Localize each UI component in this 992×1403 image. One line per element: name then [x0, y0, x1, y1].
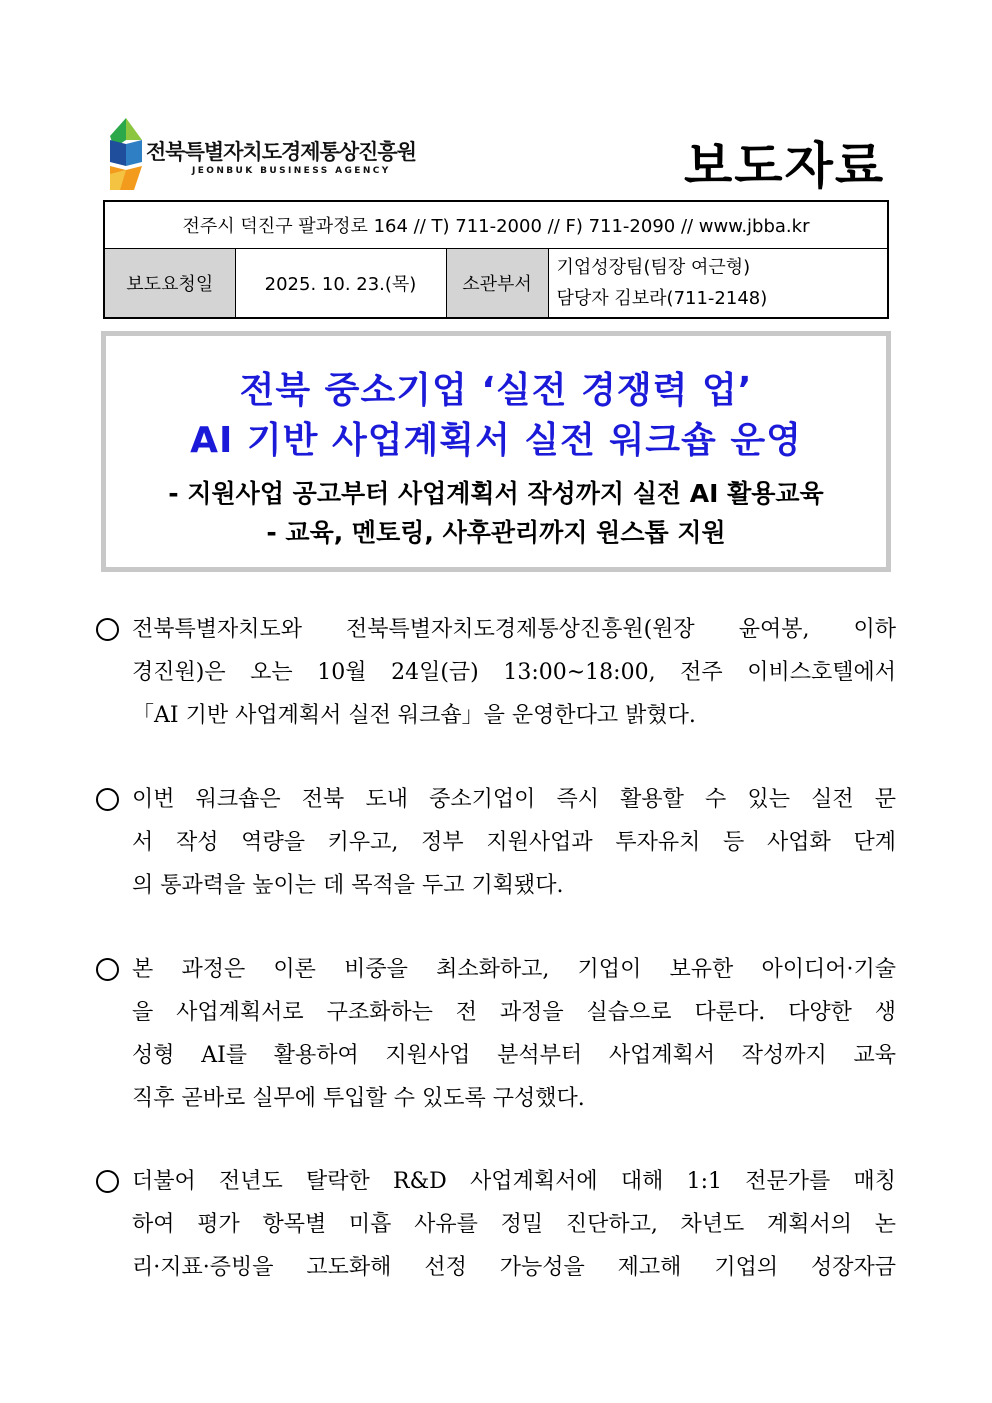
- paragraph-line: 의 통과력을 높이는 데 목적을 두고 기획됐다.: [132, 873, 564, 898]
- paragraph-line: 본 과정은 이론 비중을 최소화하고, 기업이 보유한 아이디어·기술: [132, 957, 896, 982]
- headline-box: [101, 331, 891, 572]
- agency-logo: [106, 118, 426, 193]
- circle-bullet-icon: [96, 778, 120, 821]
- paragraph-3: [96, 948, 896, 1120]
- paragraph-line: 이번 워크숍은 전북 도내 중소기업이 즉시 활용할 수 있는 실전 문: [132, 787, 896, 812]
- subheadline-2: - 교육, 멘토링, 사후관리까지 원스톱 지원: [266, 518, 726, 547]
- paragraph-4: [96, 1160, 896, 1289]
- circle-bullet-icon: [96, 608, 120, 651]
- paragraph-line: 하여 평가 항목별 미흡 사유를 정밀 진단하고, 차년도 계획서의 논: [132, 1212, 896, 1237]
- paragraph-line: 리·지표·증빙을 고도화해 선정 가능성을 제고해 기업의 성장자금: [132, 1255, 896, 1280]
- request-date: 2025. 10. 23.(목): [235, 248, 446, 318]
- request-date-label: 보도요청일: [104, 248, 235, 318]
- department-label: 소관부서: [446, 248, 548, 318]
- paragraph-line: 서 작성 역량을 키우고, 정부 지원사업과 투자유치 등 사업화 단계: [132, 830, 896, 855]
- subheadline-1: - 지원사업 공고부터 사업계획서 작성까지 실전 AI 활용교육: [168, 479, 824, 508]
- contact-line: 전주시 덕진구 팔과정로 164 // T) 711-2000 // F) 711-2090 // www.jbba.kr: [104, 201, 888, 248]
- circle-bullet-icon: [96, 1160, 120, 1203]
- release-info-table: [103, 200, 889, 319]
- paragraph-line: 「AI 기반 사업계획서 실전 워크숍」을 운영한다고 밝혔다.: [132, 703, 696, 728]
- paragraph-line: 을 사업계획서로 구조화하는 전 과정을 실습으로 다룬다. 다양한 생: [132, 1000, 896, 1025]
- headline-line-1: 전북 중소기업 ‘실전 경쟁력 업’: [239, 370, 753, 411]
- contact-person: 담당자 김보라(711-2148): [556, 287, 768, 309]
- headline-line-2: AI 기반 사업계획서 실전 워크숍 운영: [190, 420, 802, 461]
- department-name: 기업성장팀(팀장 여근형): [556, 256, 751, 278]
- paragraph-2: [96, 778, 896, 907]
- agency-name-english: JEONBUK BUSINESS AGENCY: [192, 166, 391, 176]
- circle-bullet-icon: [96, 948, 120, 991]
- paragraph-line: 전북특별자치도와 전북특별자치도경제통상진흥원(원장 윤여봉, 이하: [132, 617, 896, 642]
- agency-emblem-icon: [106, 118, 146, 193]
- department-cell: [548, 248, 888, 318]
- paragraph-line: 직후 곧바로 실무에 투입할 수 있도록 구성했다.: [132, 1086, 585, 1111]
- paragraph-1: [96, 608, 896, 737]
- paragraph-line: 더불어 전년도 탈락한 R&D 사업계획서에 대해 1:1 전문가를 매칭: [132, 1169, 896, 1194]
- press-release-title: 보도자료: [684, 137, 886, 195]
- paragraph-line: 성형 AI를 활용하여 지원사업 분석부터 사업계획서 작성까지 교육: [132, 1043, 896, 1068]
- paragraph-line: 경진원)은 오는 10월 24일(금) 13:00~18:00, 전주 이비스호텔에서: [132, 660, 896, 685]
- agency-name-korean: 전북특별자치도경제통상진흥원: [146, 140, 417, 164]
